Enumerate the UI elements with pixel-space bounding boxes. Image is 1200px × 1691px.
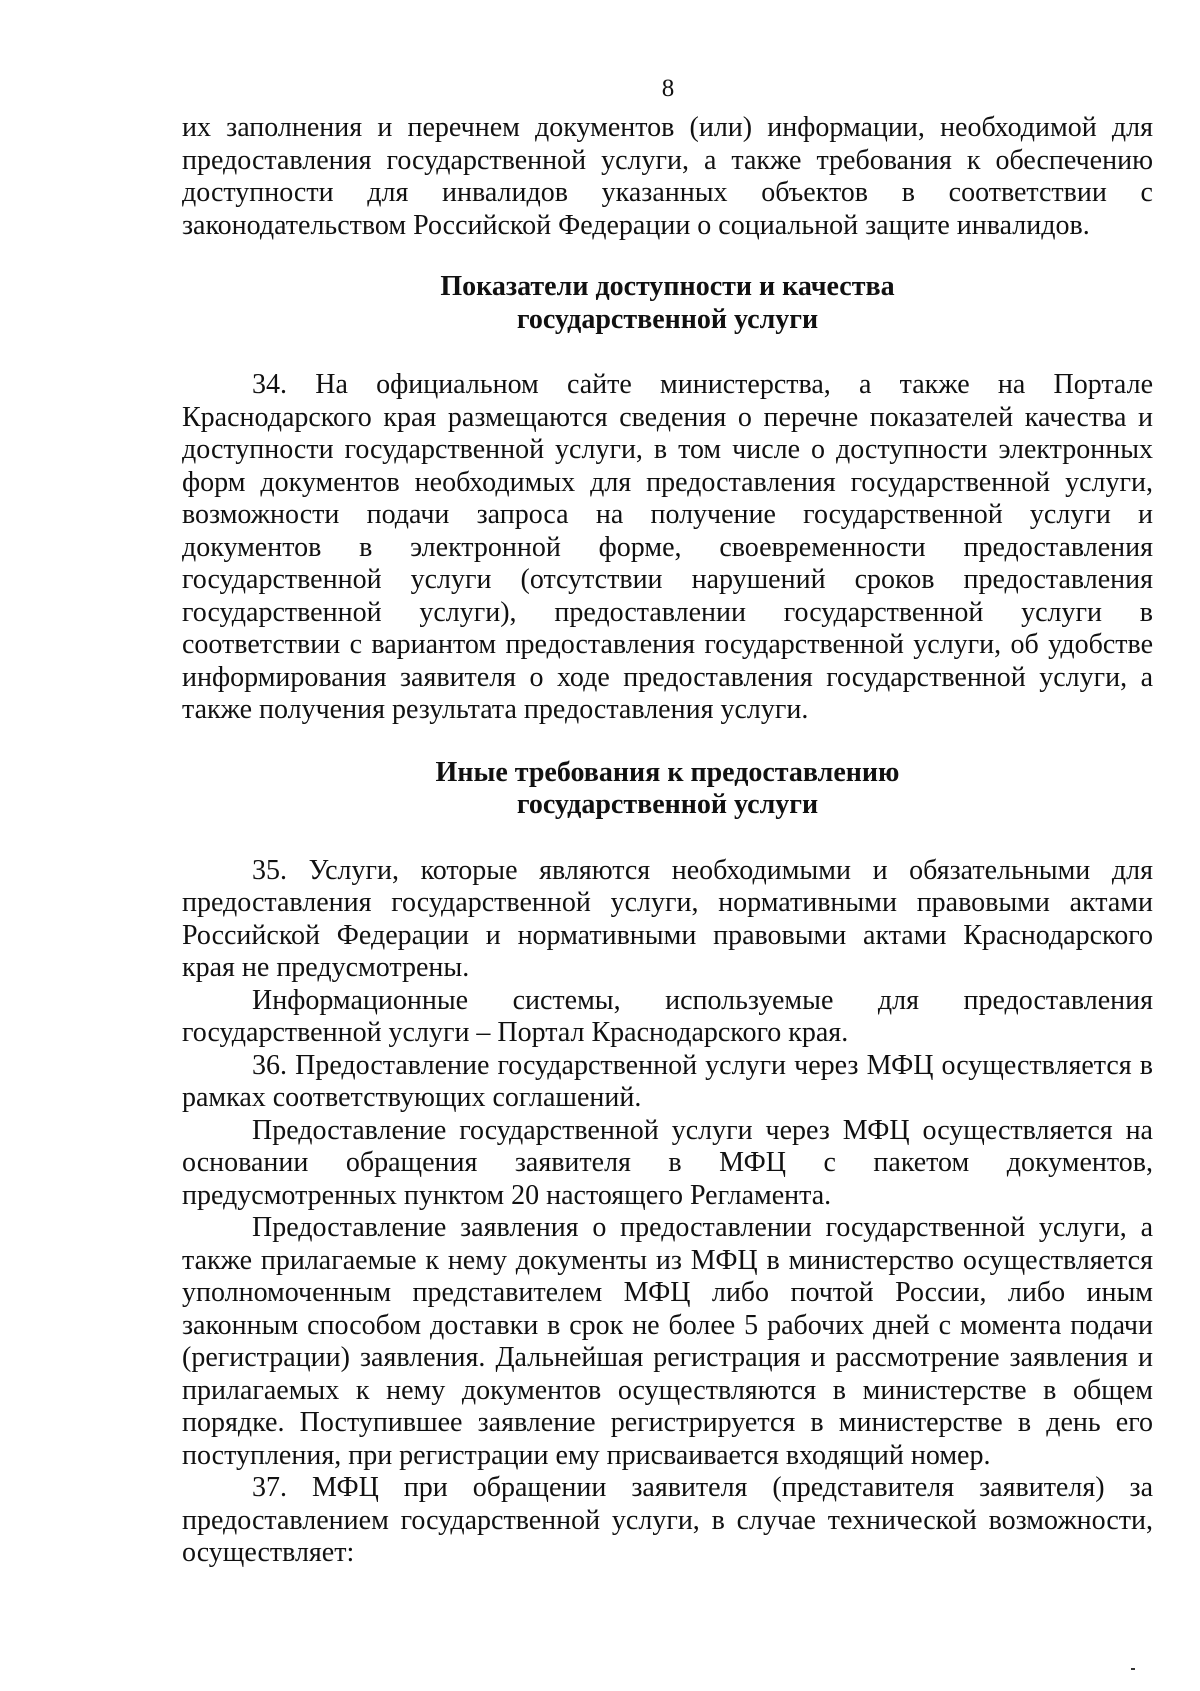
document-body [182,112,1153,1570]
heading-line: Иные требования к предоставлению [435,756,900,788]
section-heading-accessibility-quality [182,271,1153,336]
paragraph-mfc-transfer: Предоставление заявления о предоставлении государственной услуги, а также прилагаемые к нему документы из МФЦ в министерство осуществляется уполномоченным представителем МФЦ либо почтой России, либо иным законным способом доставки в срок не более 5 рабочих дней с момента подачи (регистрации) заявления. Дальнейшая регистрация и рассмотрение заявления и прилагаемых к нему документов осуществляются в министерстве в общем порядке. Поступившее заявление регистрируется в министерстве в день его поступления, при регистрации ему присваивается входящий номер. [182,1212,1153,1471]
section-heading-other-requirements [182,757,1153,822]
paragraph-36: 36. Предоставление государственной услуги через МФЦ осуществляется в рамках соответствующих соглашений. [182,1049,1153,1113]
heading-line: государственной услуги [516,303,819,335]
paragraph-information-systems: Информационные системы, используемые для предоставления государственной услуги – Портал Краснодарского края. [182,984,1153,1048]
paragraph-35: 35. Услуги, которые являются необходимыми и обязательными для предоставления государственной услуги, нормативными правовыми актами Российской Федерации и нормативными правовыми актами Краснодарского края не предусмотрены. [182,854,1153,983]
scan-artifact [1131,1668,1135,1670]
heading-line: Показатели доступности и качества [440,271,895,302]
paragraph-mfc-basis: Предоставление государственной услуги через МФЦ осуществляется на основании обращения заявителя в МФЦ с пакетом документов, предусмотренных пунктом 20 настоящего Регламента. [182,1114,1153,1211]
paragraph-34: 34. На официальном сайте министерства, а также на Портале Краснодарского края размещаются сведения о перечне показателей качества и доступности государственной услуги, в том числе о доступности электронных форм документов необходимых для предоставления государственной услуги, возможности подачи запроса на получение государственной услуги и документов в электронной форме, своевременности предоставления государственной услуги (отсутствии нарушений сроков предоставления государственной услуги), предоставлении государственной услуги в соответствии с вариантом предоставления государственной услуги, об удобстве информирования заявителя о ходе предоставления государственной услуги, а также получения результата предоставления услуги. [182,369,1153,725]
heading-line: государственной услуги [516,789,819,820]
paragraph-continuation: их заполнения и перечнем документов (или) информации, необходимой для предоставления государственной услуги, а также требования к обеспечению доступности для инвалидов указанных объектов в соответствии с законодательством Российской Федерации о социальной защите инвалидов. [182,112,1153,241]
page-number: 8 [661,75,675,102]
paragraph-37: 37. МФЦ при обращении заявителя (представителя заявителя) за предоставлением государственной услуги, в случае технической возможности, осуществляет: [182,1472,1153,1568]
